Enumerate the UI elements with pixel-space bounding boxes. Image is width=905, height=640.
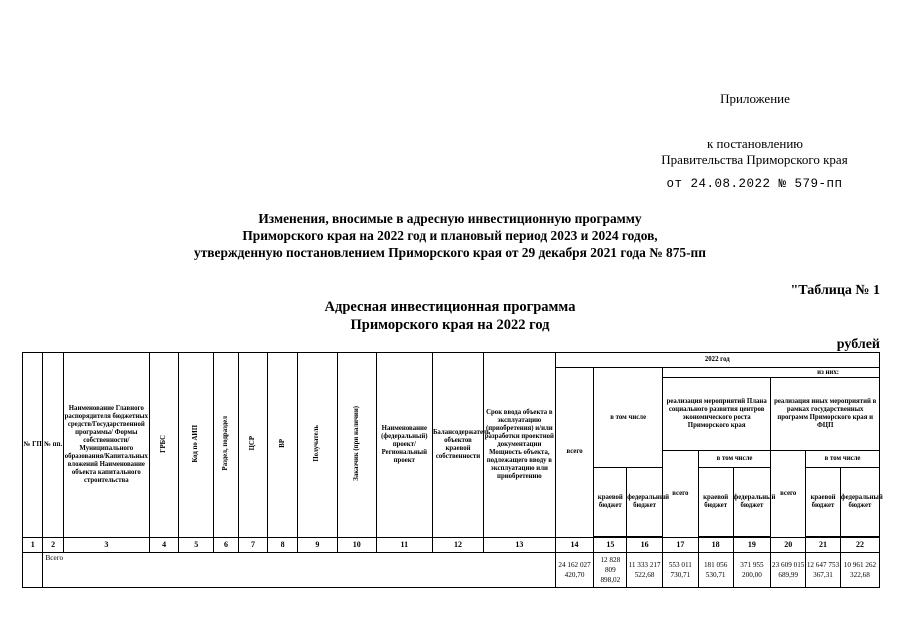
total-col15: 12 828 809 898,02 (594, 552, 627, 587)
col-number: 6 (214, 537, 239, 552)
total-col17: 553 011 730,71 (662, 552, 698, 587)
table-number-label: "Таблица № 1 (790, 283, 880, 298)
header-customer-text: Заказчик (при наличии) (352, 406, 360, 481)
header-plan-total: всего (662, 451, 698, 538)
header-aip-code-text: Код по АИП (192, 424, 200, 463)
header-pp-number: № пп. (43, 353, 63, 538)
total-row (23, 552, 880, 587)
header-col21-regional: краевой бюджет (806, 468, 841, 536)
header-recipient (297, 353, 337, 538)
header-col22-federal: федеральный бюджет (840, 468, 879, 536)
col-number: 12 (432, 537, 483, 552)
header-other-events: реализация иных мероприятий в рамках государственных программ Приморского края и ФЦП (771, 378, 880, 451)
total-row-label: Всего (43, 552, 555, 587)
header-col18-regional: краевой бюджет (698, 468, 733, 536)
col-number: 15 (594, 537, 627, 552)
col-number: 4 (149, 537, 179, 552)
header-col19-federal: федеральный бюджет (733, 468, 771, 536)
header-section (214, 353, 239, 538)
col-number: 14 (555, 537, 594, 552)
col-number: 2 (43, 537, 63, 552)
document-title-line-3: утвержденную постановлением Приморского края от 29 декабря 2021 года № 875-пп (194, 245, 706, 260)
col-number: 16 (627, 537, 663, 552)
col-number: 1 (23, 537, 43, 552)
program-title-line-1: Адресная инвестиционная программа (324, 299, 576, 315)
total-col20: 23 609 015 689,99 (771, 552, 806, 587)
header-including: в том числе (594, 367, 663, 467)
total-col21: 12 647 753 367,31 (806, 552, 841, 587)
header-balance-holder: Балансодержатель объектов краевой собственности (432, 353, 483, 538)
total-cell-empty (23, 552, 43, 587)
column-numbers-row (23, 537, 880, 552)
header-year-2022: 2022 год (555, 353, 879, 368)
to-resolution-label: к постановлению (706, 136, 804, 151)
total-col18: 181 056 530,71 (698, 552, 733, 587)
col-number: 17 (662, 537, 698, 552)
header-aip-code (179, 353, 214, 538)
total-col16: 11 333 217 522,68 (627, 552, 663, 587)
header-gp-number: № ГП (23, 353, 43, 538)
header-vr (268, 353, 298, 538)
header-project: Наименование (федеральный) проект/ Региональный проект (376, 353, 432, 538)
col-number: 22 (840, 537, 879, 552)
header-vr-text: ВР (278, 439, 286, 448)
appendix-label: Приложение (720, 91, 790, 106)
total-col19: 371 955 200,00 (733, 552, 771, 587)
header-section-text: Раздел, подраздел (221, 416, 229, 471)
total-col14: 24 162 027 420,70 (555, 552, 594, 587)
header-grbs-text: ГРБС (160, 434, 168, 453)
header-plan-events: реализация мероприятий Плана социального развития центров экономического роста Приморского края (662, 378, 770, 451)
total-col22: 10 961 262 322,68 (840, 552, 879, 587)
col-number: 8 (268, 537, 298, 552)
col-number: 20 (771, 537, 806, 552)
program-title-line-2: Приморского края на 2022 год (350, 317, 550, 333)
resolution-date-number: от 24.08.2022 № 579-пп (666, 177, 843, 191)
col-number: 11 (376, 537, 432, 552)
government-label: Правительства Приморского края (661, 152, 848, 167)
header-total: всего (555, 367, 594, 537)
header-col16-federal: федеральный бюджет (627, 468, 663, 536)
col-number: 7 (238, 537, 268, 552)
header-of-them: из них: (662, 367, 879, 377)
col-number: 13 (484, 537, 556, 552)
col-number: 19 (733, 537, 771, 552)
header-csr (238, 353, 268, 538)
header-customer (337, 353, 376, 538)
header-grbs (149, 353, 179, 538)
col-number: 18 (698, 537, 733, 552)
header-csr-text: ЦСР (249, 436, 257, 451)
investment-program-table (22, 352, 883, 588)
header-commissioning: Срок ввода объекта в эксплуатацию (приобретения) и/или разработки проектной документации Мощность объекта, подлежащего вводу в эксплуатацию или приобретению (484, 353, 556, 538)
col-number: 10 (337, 537, 376, 552)
header-col15-regional: краевой бюджет (594, 468, 627, 536)
col-number: 21 (806, 537, 841, 552)
document-title-line-2: Приморского края на 2022 год и плановый период 2023 и 2024 годов, (242, 228, 658, 243)
document-title-line-1: Изменения, вносимые в адресную инвестиционную программу (258, 211, 642, 226)
header-name: Наименование Главного распорядителя бюджетных средств/Государственной программы/ Формы собственности/Муниципального образования/Капитальных вложений Наименование объекта капитального строительства (63, 353, 149, 538)
header-other-including: в том числе (806, 451, 880, 468)
currency-label: рублей (836, 337, 880, 352)
header-recipient-text: Получатель (313, 425, 321, 462)
header-other-total: всего (771, 451, 806, 538)
col-number: 9 (297, 537, 337, 552)
col-number: 5 (179, 537, 214, 552)
header-plan-including: в том числе (698, 451, 771, 468)
col-number: 3 (63, 537, 149, 552)
